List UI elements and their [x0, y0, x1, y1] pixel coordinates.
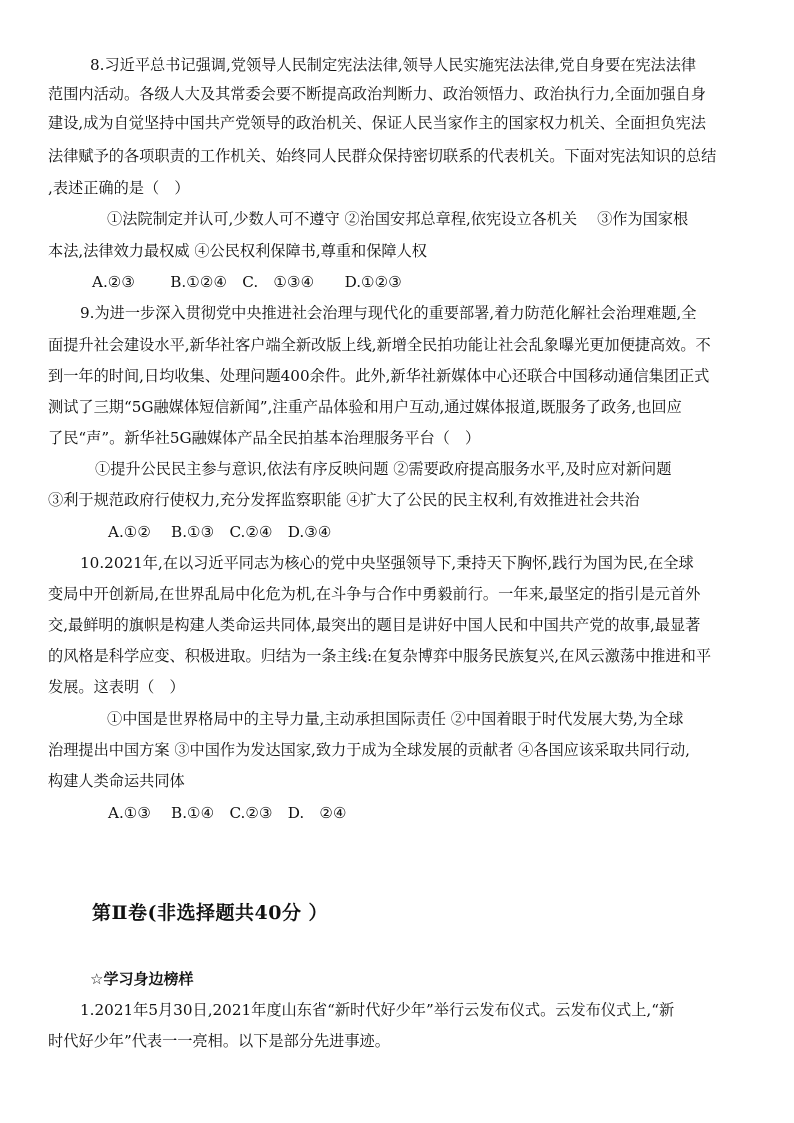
q9-line-5: 了民“声”。新华社5G融媒体产品全民拍基本治理服务平台（ ） — [48, 429, 481, 447]
q9-line-6: ①提升公民民主参与意识,依法有序反映问题 ②需要政府提高服务水平,及时应对新问题 — [95, 460, 672, 478]
q10-line-8: 构建人类命运共同体 — [48, 772, 185, 790]
q10-line-3: 交,最鲜明的旗帜是构建人类命运共同体,最突出的题目是讲好中国人民和中国共产党的故事,最显著 — [48, 616, 701, 634]
q8-line-4: 法律赋予的各项职责的工作机关、始终同人民群众保持密切联系的代表机关。下面对宪法知识的总结 — [48, 147, 717, 165]
section-title: 第Ⅱ卷(非选择题共40分 ） — [92, 902, 329, 924]
q10-line-7: 治理提出中国方案 ③中国作为发达国家,致力于成为全球发展的贡献者 ④各国应该采取共同行动, — [48, 741, 690, 759]
q1-line-1: 1.2021年5月30日,2021年度山东省“新时代好少年”举行云发布仪式。云发布仪式上,“新 — [80, 1001, 675, 1019]
q8-line-1: 8.习近平总书记强调,党领导人民制定宪法法律,领导人民实施宪法法律,党自身要在宪法法律 — [90, 56, 697, 74]
q10-line-2: 变局中开创新局,在世界乱局中化危为机,在斗争与合作中勇毅前行。一年来,最坚定的指引是元首外 — [48, 585, 701, 603]
q9-line-1: 9.为进一步深入贯彻党中央推进社会治理与现代化的重要部署,着力防范化解社会治理难题,全 — [80, 304, 697, 322]
q9-line-4: 测试了三期“5G融媒体短信新闻”,注重产品体验和用户互动,通过媒体报道,既服务了政务,也回应 — [48, 398, 682, 416]
q9-options: A.①② B.①③ C.②④ D.③④ — [108, 523, 332, 541]
q9-line-3: 到一年的时间,日均收集、处理问题400余件。此外,新华社新媒体中心还联合中国移动通信集团正式 — [48, 367, 710, 385]
section-subtitle: ☆学习身边榜样 — [90, 970, 194, 988]
q8-line-5: ,表述正确的是（ ） — [48, 179, 190, 197]
q10-line-1: 10.2021年,在以习近平同志为核心的党中央坚强领导下,秉持天下胸怀,践行为国为民,在全球 — [80, 554, 694, 572]
q8-line-6: ①法院制定并认可,少数人可不遵守 ②治国安邦总章程,依宪设立各机关 ③作为国家根 — [107, 210, 689, 228]
q10-line-6: ①中国是世界格局中的主导力量,主动承担国际责任 ②中国着眼于时代发展大势,为全球 — [107, 710, 684, 728]
q9-line-2: 面提升社会建设水平,新华社客户端全新改版上线,新增全民拍功能让社会乱象曝光更加便捷高效。不 — [48, 336, 711, 354]
q8-line-7: 本法,法律效力最权威 ④公民权利保障书,尊重和保障人权 — [48, 242, 427, 260]
q1-line-2: 时代好少年”代表一一亮相。以下是部分先进事迹。 — [48, 1032, 390, 1050]
q9-line-7: ③利于规范政府行使权力,充分发挥监察职能 ④扩大了公民的民主权利,有效推进社会共治 — [48, 491, 640, 509]
q8-options: A.②③ B.①②④ C. ①③④ D.①②③ — [92, 273, 402, 291]
q10-options: A.①③ B.①④ C.②③ D. ②④ — [108, 804, 347, 822]
q10-line-4: 的风格是科学应变、积极进取。归结为一条主线:在复杂博弈中服务民族复兴,在风云激荡中推进和平 — [48, 647, 712, 665]
q8-line-2: 范围内活动。各级人大及其常委会要不断提高政治判断力、政治领悟力、政治执行力,全面加强自身 — [48, 85, 706, 103]
q8-line-3: 建设,成为自觉坚持中国共产党领导的政治机关、保证人民当家作主的国家权力机关、全面担负宪法 — [48, 114, 706, 132]
q10-line-5: 发展。这表明（ ） — [48, 678, 185, 696]
